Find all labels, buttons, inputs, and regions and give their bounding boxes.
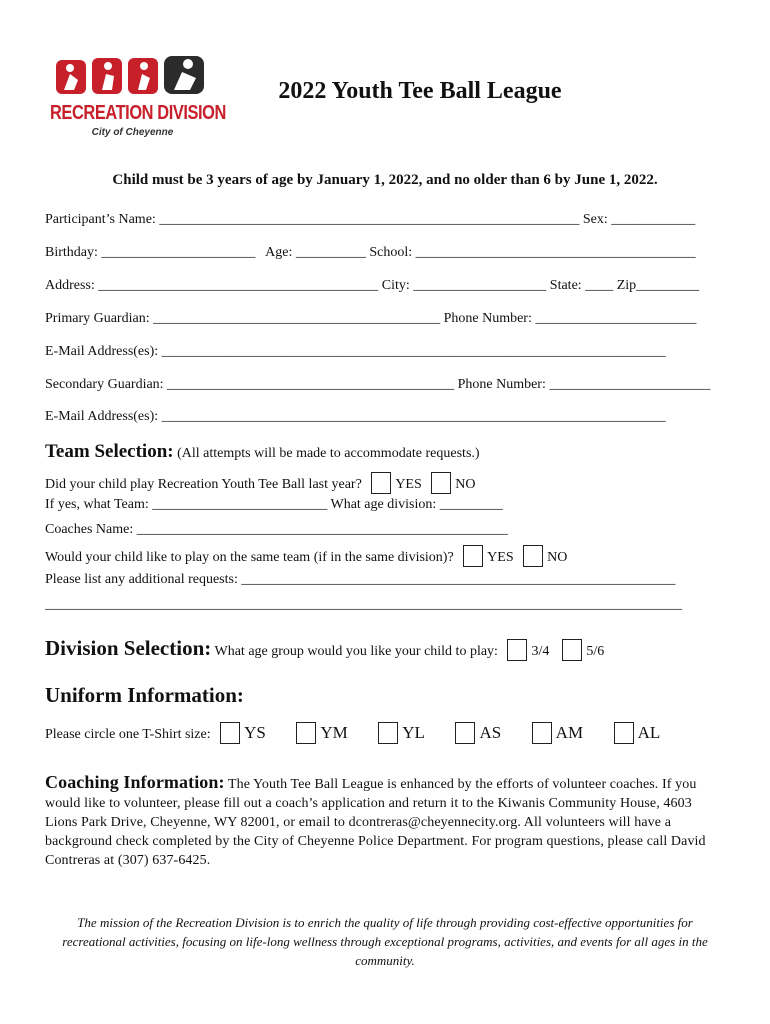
- division-3-4-checkbox[interactable]: [507, 639, 527, 661]
- secondary-guardian-label: Secondary Guardian:: [45, 377, 164, 392]
- coaches-field[interactable]: _____________________________________________________: [136, 522, 508, 537]
- same-team-no-checkbox[interactable]: [523, 545, 543, 567]
- requests-field-continued[interactable]: ___________________________________________________________________________________________: [45, 597, 682, 612]
- participant-name-label: Participant’s Name:: [45, 212, 156, 227]
- played-no-checkbox[interactable]: [431, 472, 451, 494]
- zip-field[interactable]: _________: [636, 278, 700, 293]
- size-yl-checkbox[interactable]: [378, 722, 398, 744]
- sports-figures-icon: [50, 50, 215, 98]
- coaching-text: The Youth Tee Ball League is enhanced by the efforts of volunteer coaches. If you would like to volunteer, please fill out a coach’s application and return it to the Kiwanis Community House, 4603 Lions Park Drive, Cheyenne, WY 82001, or email to dcontreras@cheyennecity.org. All volunteers will have a background check completed by the City of Cheyenne Police Department. For program questions, please call David Contreras at (307) 637-6425.: [45, 777, 706, 868]
- size-ym-checkbox[interactable]: [296, 722, 316, 744]
- division-5-6-checkbox[interactable]: [562, 639, 582, 661]
- participant-name-row: [45, 212, 695, 228]
- birthday-label: Birthday:: [45, 245, 98, 260]
- age-division-field[interactable]: _________: [439, 497, 503, 512]
- city-label: City:: [381, 278, 410, 293]
- recreation-division-logo: [50, 50, 226, 145]
- page-title: 2022 Youth Tee Ball League: [278, 78, 562, 104]
- eligibility-notice: Child must be 3 years of age by January 1, 2022, and no older than 6 by June 1, 2022.: [112, 172, 658, 188]
- primary-guardian-label: Primary Guardian:: [45, 311, 150, 326]
- size-label: AM: [555, 723, 584, 742]
- size-al-checkbox[interactable]: [614, 722, 634, 744]
- email-label: E-Mail Address(es):: [45, 409, 159, 424]
- secondary-guardian-row: [45, 377, 710, 393]
- age-field[interactable]: __________: [295, 245, 366, 260]
- team-selection-heading: Team Selection:: [45, 441, 174, 462]
- size-label: AS: [479, 723, 502, 742]
- email-field[interactable]: ________________________________________________________________________: [161, 344, 666, 359]
- phone-number-label: Phone Number:: [457, 377, 546, 392]
- uniform-heading-row: [45, 683, 244, 708]
- age-label: Age:: [265, 245, 293, 260]
- no-label: NO: [455, 477, 476, 492]
- size-am-checkbox[interactable]: [532, 722, 552, 744]
- played-yes-checkbox[interactable]: [371, 472, 391, 494]
- size-label: AL: [637, 723, 661, 742]
- requests-continued-row: [45, 597, 725, 613]
- address-field[interactable]: ________________________________________: [98, 278, 379, 293]
- sex-field[interactable]: ____________: [611, 212, 696, 227]
- size-label: YM: [320, 723, 348, 742]
- requests-row: [45, 572, 675, 588]
- team-row: [45, 497, 503, 513]
- coaches-row: [45, 522, 508, 538]
- email-field[interactable]: ________________________________________________________________________: [161, 409, 666, 424]
- birthday-field[interactable]: ______________________: [101, 245, 256, 260]
- played-last-year-question: Did your child play Recreation Youth Tee Ball last year?: [45, 477, 362, 492]
- address-row: [45, 278, 699, 294]
- email-label: E-Mail Address(es):: [45, 344, 159, 359]
- participant-name-field[interactable]: ____________________________________________________________: [159, 212, 580, 227]
- team-selection-note: (All attempts will be made to accommodate requests.): [177, 446, 480, 461]
- division-selection-row: [45, 636, 604, 661]
- division-option-label: 5/6: [586, 644, 605, 659]
- logo-name: RECREATION DIVISION: [50, 102, 226, 124]
- mission-statement: The mission of the Recreation Division is to enrich the quality of life through providing cost-effective opportunities for recreational activities, focusing on life-long wellness through exceptional programs, activities, and events for all ages in the community.: [62, 915, 708, 968]
- sex-label: Sex:: [582, 212, 608, 227]
- address-label: Address:: [45, 278, 95, 293]
- tshirt-size-prompt: Please circle one T-Shirt size:: [45, 727, 211, 742]
- state-label: State:: [549, 278, 582, 293]
- email-row-1: [45, 344, 666, 360]
- coaching-heading: Coaching Information:: [45, 772, 225, 792]
- school-field[interactable]: ________________________________________: [415, 245, 696, 260]
- division-option-label: 3/4: [531, 644, 550, 659]
- age-division-label: What age division:: [330, 497, 437, 512]
- yes-label: YES: [487, 550, 514, 565]
- yes-label: YES: [395, 477, 422, 492]
- email-row-2: [45, 409, 666, 425]
- uniform-heading: Uniform Information:: [45, 683, 244, 707]
- same-team-row: [45, 545, 567, 567]
- requests-field[interactable]: ______________________________________________________________: [241, 572, 676, 587]
- zip-label: Zip: [616, 278, 637, 293]
- requests-label: Please list any additional requests:: [45, 572, 238, 587]
- size-ys-checkbox[interactable]: [220, 722, 240, 744]
- same-team-yes-checkbox[interactable]: [463, 545, 483, 567]
- size-as-checkbox[interactable]: [455, 722, 475, 744]
- size-label: YL: [402, 723, 425, 742]
- city-field[interactable]: ___________________: [413, 278, 547, 293]
- team-field[interactable]: _________________________: [152, 497, 328, 512]
- school-label: School:: [369, 245, 413, 260]
- phone-number-label: Phone Number:: [443, 311, 532, 326]
- phone-number-field[interactable]: _______________________: [535, 311, 697, 326]
- secondary-guardian-field[interactable]: _________________________________________: [167, 377, 455, 392]
- coaching-information: [45, 773, 725, 870]
- team-label: If yes, what Team:: [45, 497, 149, 512]
- tshirt-size-row: [45, 722, 660, 744]
- same-team-question: Would your child like to play on the same team (if in the same division)?: [45, 550, 454, 565]
- birthday-row: [45, 245, 696, 261]
- no-label: NO: [547, 550, 568, 565]
- primary-guardian-row: [45, 311, 696, 327]
- phone-number-field[interactable]: _______________________: [549, 377, 711, 392]
- coaches-label: Coaches Name:: [45, 522, 134, 537]
- division-selection-heading: Division Selection:: [45, 636, 212, 660]
- division-question: What age group would you like your child to play:: [214, 644, 498, 659]
- primary-guardian-field[interactable]: _________________________________________: [153, 311, 441, 326]
- team-selection-heading-row: [45, 441, 480, 463]
- logo-subtitle: City of Cheyenne: [91, 127, 174, 138]
- played-last-year-row: [45, 472, 476, 494]
- state-field[interactable]: ____: [585, 278, 614, 293]
- size-label: YS: [244, 723, 266, 742]
